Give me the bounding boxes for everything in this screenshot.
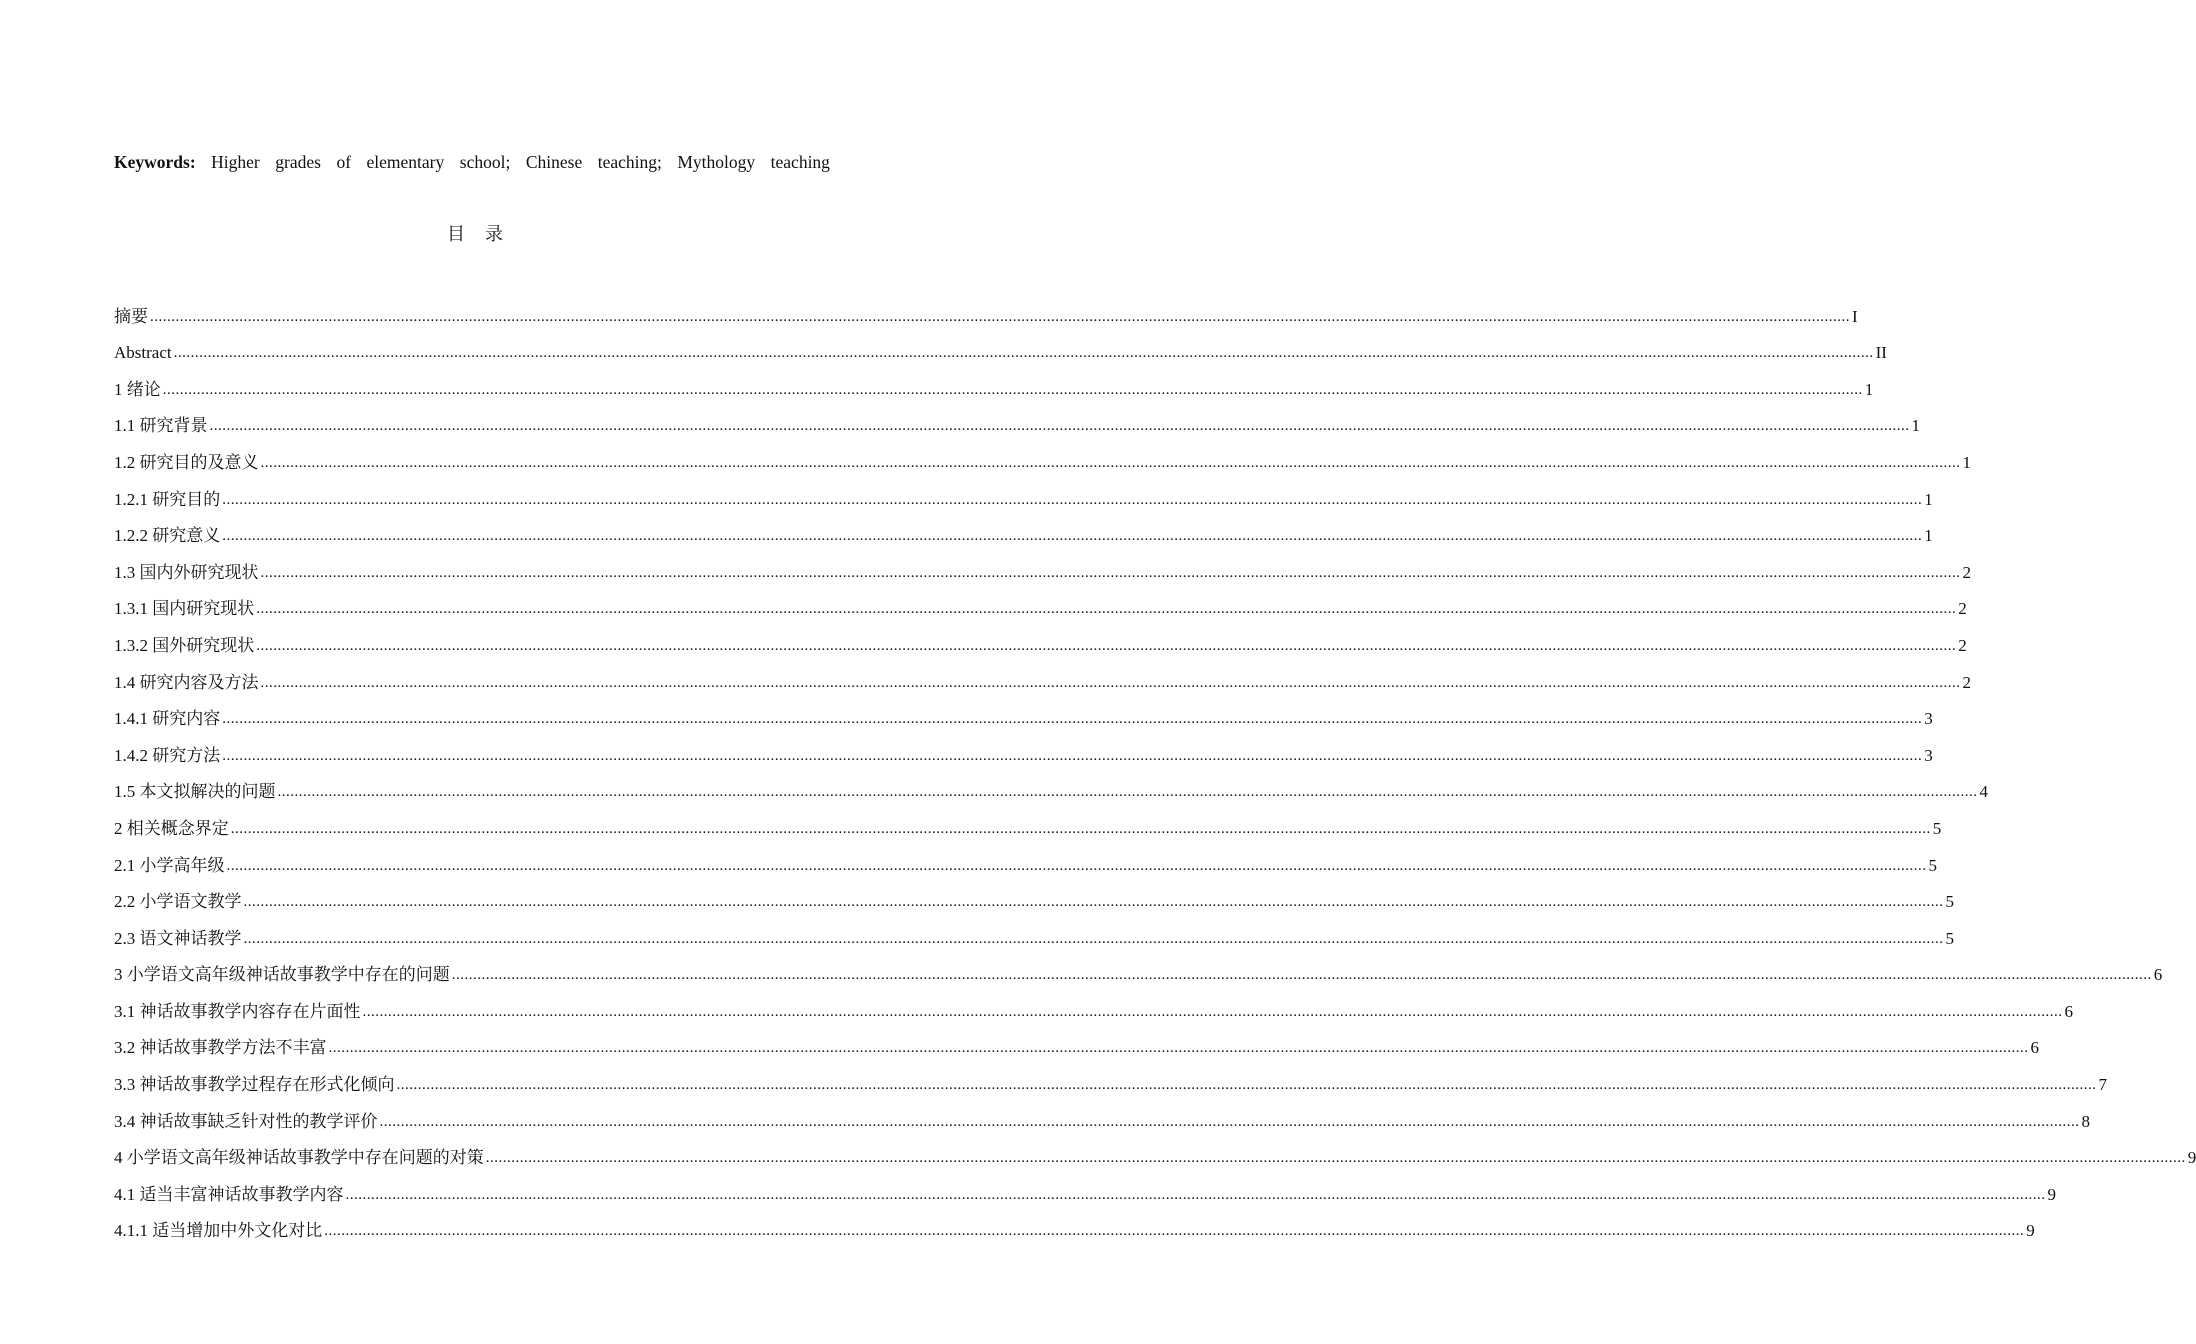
toc-entry-label: 1.4 研究内容及方法 — [114, 672, 259, 692]
keyword-word: Chinese — [525, 152, 583, 172]
toc-entry[interactable] — [114, 438, 1971, 475]
toc-dot-leader: ................................................................................................................................................................................................................................................................................................................................................................................................................ — [362, 1003, 2063, 1020]
toc-entry-page: 6 — [2030, 1038, 2039, 1058]
toc-entry-label: 2.1 小学高年级 — [114, 855, 225, 875]
toc-entry[interactable] — [114, 731, 1933, 768]
toc-entry[interactable] — [114, 548, 1971, 585]
toc-entry-label: 3.2 神话故事教学方法不丰富 — [114, 1038, 327, 1058]
toc-dot-leader: ................................................................................................................................................................................................................................................................................................................................................................................................................ — [226, 857, 1927, 874]
toc-entry-page: 5 — [1928, 855, 1937, 875]
toc-entry-page: 1 — [1924, 526, 1933, 546]
toc-dot-leader: ................................................................................................................................................................................................................................................................................................................................................................................................................ — [256, 637, 1957, 654]
toc-entry[interactable] — [114, 1134, 2196, 1171]
toc-entry-page: 9 — [2047, 1184, 2056, 1204]
toc-entry-label: Abstract — [114, 343, 172, 363]
toc-dot-leader: ................................................................................................................................................................................................................................................................................................................................................................................................................ — [173, 345, 1874, 362]
keyword-word: school; — [459, 152, 511, 172]
keyword-word: of — [336, 152, 352, 172]
toc-entry-label: 4.1 适当丰富神话故事教学内容 — [114, 1184, 344, 1204]
keyword-word: Higher — [211, 152, 260, 172]
toc-entry-label: 4.1.1 适当增加中外文化对比 — [114, 1221, 323, 1241]
toc-entry-label: 1.3 国内外研究现状 — [114, 562, 259, 582]
toc-entry[interactable] — [114, 658, 1971, 695]
toc-entry-page: 9 — [2026, 1221, 2035, 1241]
toc-entry-label: 摘要 — [114, 306, 148, 326]
toc-entry-page: I — [1852, 306, 1858, 326]
toc-entry[interactable] — [114, 695, 1933, 732]
toc-dot-leader: ................................................................................................................................................................................................................................................................................................................................................................................................................ — [222, 747, 1923, 764]
toc-entry-page: 7 — [2098, 1075, 2107, 1095]
toc-entry[interactable] — [114, 1024, 2039, 1061]
toc-entry-page: 2 — [1962, 562, 1971, 582]
toc-entry-label: 3.3 神话故事教学过程存在形式化倾向 — [114, 1075, 395, 1095]
toc-entry-label: 1.4.1 研究内容 — [114, 709, 221, 729]
toc-dot-leader: ................................................................................................................................................................................................................................................................................................................................................................................................................ — [260, 454, 1961, 471]
toc-entry[interactable] — [114, 621, 1967, 658]
toc-entry-page: 2 — [1962, 672, 1971, 692]
toc-entry-label: 1.1 研究背景 — [114, 416, 208, 436]
toc-dot-leader: ................................................................................................................................................................................................................................................................................................................................................................................................................ — [485, 1150, 2186, 1167]
toc-entry[interactable] — [114, 914, 1954, 951]
toc-dot-leader: ................................................................................................................................................................................................................................................................................................................................................................................................................ — [277, 784, 1978, 801]
toc-dot-leader: ................................................................................................................................................................................................................................................................................................................................................................................................................ — [230, 820, 1931, 837]
toc-entry-label: 1.2.1 研究目的 — [114, 489, 221, 509]
toc-entry[interactable] — [114, 987, 2073, 1024]
toc-entry[interactable] — [114, 585, 1967, 622]
toc-entry-page: 2 — [1958, 635, 1967, 655]
keywords-label: Keywords: — [114, 152, 196, 172]
toc-dot-leader: ................................................................................................................................................................................................................................................................................................................................................................................................................ — [162, 381, 1863, 398]
toc-dot-leader: ................................................................................................................................................................................................................................................................................................................................................................................................................ — [345, 1186, 2046, 1203]
toc-entry-label: 1.2 研究目的及意义 — [114, 452, 259, 472]
keyword-word: elementary — [366, 152, 445, 172]
toc-dot-leader: ................................................................................................................................................................................................................................................................................................................................................................................................................ — [324, 1223, 2025, 1240]
toc-entry-label: 2 相关概念界定 — [114, 818, 229, 838]
toc-dot-leader: ................................................................................................................................................................................................................................................................................................................................................................................................................ — [243, 894, 1944, 911]
toc-entry-label: 1.5 本文拟解决的问题 — [114, 782, 276, 802]
toc-entry-page: 5 — [1945, 928, 1954, 948]
toc-entry[interactable] — [114, 292, 1858, 329]
toc-entry-page: 3 — [1924, 745, 1933, 765]
table-of-contents — [114, 292, 2196, 1243]
toc-dot-leader: ................................................................................................................................................................................................................................................................................................................................................................................................................ — [328, 1040, 2029, 1057]
keywords-line — [114, 150, 830, 174]
toc-dot-leader: ................................................................................................................................................................................................................................................................................................................................................................................................................ — [256, 601, 1957, 618]
toc-entry-label: 1.3.1 国内研究现状 — [114, 599, 255, 619]
keyword-word: teaching; — [597, 152, 662, 172]
toc-entry-page: 5 — [1945, 892, 1954, 912]
toc-entry-page: II — [1875, 343, 1887, 363]
toc-entry-label: 3.4 神话故事缺乏针对性的教学评价 — [114, 1111, 378, 1131]
toc-dot-leader: ................................................................................................................................................................................................................................................................................................................................................................................................................ — [222, 711, 1923, 728]
toc-entry-label: 1.3.2 国外研究现状 — [114, 635, 255, 655]
toc-dot-leader: ................................................................................................................................................................................................................................................................................................................................................................................................................ — [209, 418, 1910, 435]
toc-entry[interactable] — [114, 1097, 2090, 1134]
toc-entry[interactable] — [114, 951, 2163, 988]
toc-entry-page: 1 — [1962, 452, 1971, 472]
toc-entry-label: 4 小学语文高年级神话故事教学中存在问题的对策 — [114, 1148, 484, 1168]
toc-entry[interactable] — [114, 475, 1933, 512]
toc-entry-label: 2.2 小学语文教学 — [114, 892, 242, 912]
toc-dot-leader: ................................................................................................................................................................................................................................................................................................................................................................................................................ — [150, 308, 1850, 325]
toc-entry-page: 3 — [1924, 709, 1933, 729]
toc-entry[interactable] — [114, 365, 1874, 402]
toc-entry[interactable] — [114, 512, 1933, 549]
toc-dot-leader: ................................................................................................................................................................................................................................................................................................................................................................................................................ — [260, 674, 1961, 691]
toc-entry[interactable] — [114, 402, 1920, 439]
toc-dot-leader: ................................................................................................................................................................................................................................................................................................................................................................................................................ — [260, 564, 1961, 581]
toc-entry[interactable] — [114, 1060, 2107, 1097]
toc-entry[interactable] — [114, 878, 1954, 915]
keyword-word: grades — [275, 152, 321, 172]
toc-entry-page: 6 — [2064, 1001, 2073, 1021]
toc-entry-page: 8 — [2081, 1111, 2090, 1131]
toc-entry[interactable] — [114, 768, 1988, 805]
toc-entry-page: 2 — [1958, 599, 1967, 619]
toc-entry-page: 1 — [1924, 489, 1933, 509]
toc-entry[interactable] — [114, 1170, 2056, 1207]
toc-entry[interactable] — [114, 329, 1887, 366]
toc-entry[interactable] — [114, 804, 1942, 841]
keyword-word: Mythology — [677, 152, 756, 172]
toc-entry-page: 1 — [1864, 379, 1874, 399]
toc-dot-leader: ................................................................................................................................................................................................................................................................................................................................................................................................................ — [396, 1077, 2097, 1094]
toc-entry-page: 4 — [1979, 782, 1988, 802]
toc-entry[interactable] — [114, 841, 1937, 878]
toc-title: 目录 — [447, 224, 523, 245]
toc-dot-leader: ................................................................................................................................................................................................................................................................................................................................................................................................................ — [379, 1113, 2080, 1130]
toc-entry-page: 6 — [2153, 965, 2163, 985]
toc-dot-leader: ................................................................................................................................................................................................................................................................................................................................................................................................................ — [222, 491, 1923, 508]
toc-entry-label: 1 绪论 — [114, 379, 161, 399]
toc-dot-leader: ................................................................................................................................................................................................................................................................................................................................................................................................................ — [243, 930, 1944, 947]
toc-entry-label: 3.1 神话故事教学内容存在片面性 — [114, 1001, 361, 1021]
toc-entry-page: 5 — [1932, 818, 1942, 838]
toc-entry-page: 9 — [2187, 1148, 2196, 1168]
toc-dot-leader: ................................................................................................................................................................................................................................................................................................................................................................................................................ — [451, 967, 2152, 984]
toc-entry-label: 2.3 语文神话教学 — [114, 928, 242, 948]
toc-entry-label: 3 小学语文高年级神话故事教学中存在的问题 — [114, 965, 450, 985]
toc-dot-leader: ................................................................................................................................................................................................................................................................................................................................................................................................................ — [222, 528, 1923, 545]
toc-entry-label: 1.2.2 研究意义 — [114, 526, 221, 546]
toc-entry-label: 1.4.2 研究方法 — [114, 745, 221, 765]
toc-entry[interactable] — [114, 1207, 2035, 1244]
toc-entry-page: 1 — [1911, 416, 1920, 436]
keyword-word: teaching — [770, 152, 830, 172]
